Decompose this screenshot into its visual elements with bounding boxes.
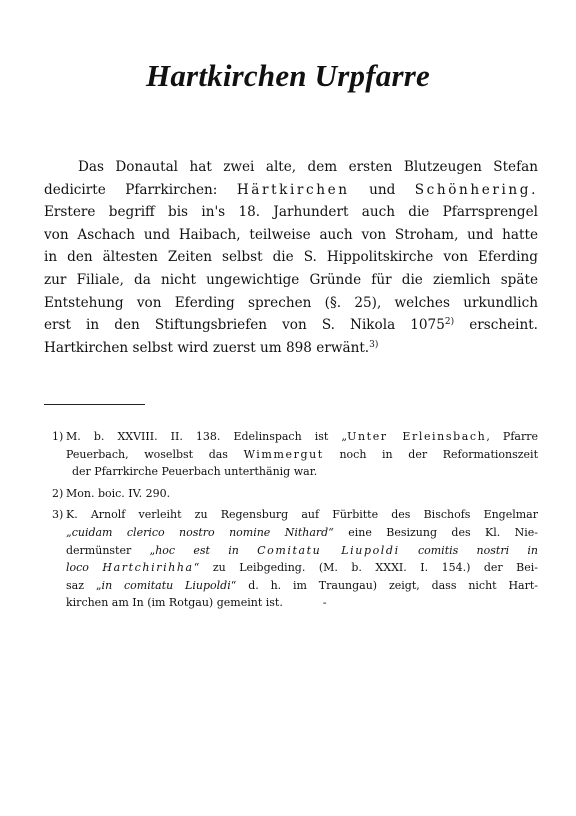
paragraph-line: erst in den Stiftungsbriefen von S. Nikola 1075$^{2)}$ erscheint. (44, 317, 539, 334)
footnote-line: saz „in comitatu Liupoldi“ d. h. im Traungau) zeigt, dass nicht Hart- (66, 578, 538, 592)
footnotes (44, 428, 538, 616)
footnote-ref[interactable]: 2) (444, 317, 455, 328)
footnote-2 (44, 485, 538, 503)
paragraph-line: Hartkirchen selbst wird zuerst um 898 erwänt.$^{3)}$ (44, 339, 379, 356)
footnote-line: Mon. boic. IV. 290. (66, 486, 171, 500)
trailing-dash: - (322, 596, 327, 610)
footnote-line: „cuidam clerico nostro nomine Nithard“ eine Besizung des Kl. Nie- (66, 525, 538, 539)
footnote-mark: 3) (52, 508, 64, 522)
paragraph-line: von Aschach und Haibach, teilweise auch von Stroham, und hatte (44, 226, 538, 243)
footnote-line: Peuerbach, woselbst das Wimmergut noch in der Reformationszeit (66, 447, 538, 461)
footnote-3 (44, 506, 538, 612)
footnote-divider (44, 404, 145, 405)
footnote-line: M. b. XXVIII. II. 138. Edelinspach ist „Unter Erleinsbach, Pfarre (66, 430, 538, 443)
footnote-1 (44, 428, 538, 481)
footnote-line: loco Hartchirihha“ zu Leibgeding. (M. b. XXXI. I. 154.) der Bei- (66, 561, 538, 575)
footnote-mark: 1) (52, 430, 64, 443)
spaced-place-name: Schönhering. (414, 181, 538, 198)
footnote-line: dermünster „hoc est in Comitatu Liupoldi comitis nostri in (66, 543, 538, 557)
footnote-line: K. Arnolf verleiht zu Regensburg auf Fürbitte des Bischofs Engelmar (66, 508, 538, 522)
spaced-place-name: Härtkirchen (236, 181, 350, 198)
paragraph-line: zur Filiale, da nicht ungewichtige Gründe für die ziemlich späte (44, 271, 538, 288)
paragraph-line: Das Donautal hat zwei alte, dem ersten Blutzeugen Stefan (78, 159, 538, 175)
paragraph-line: in den ältesten Zeiten selbst die S. Hippolitskirche von Eferding (44, 249, 538, 266)
footnote-ref[interactable]: 3) (369, 339, 379, 350)
footnote-mark: 2) (52, 486, 64, 500)
footnote-line: der Pfarrkirche Peuerbach unterthänig war. (72, 465, 318, 479)
page-title: Hartkirchen Urpfarre (146, 58, 430, 93)
paragraph-line: Entstehung von Eferding sprechen (§. 25), welches urkundlich (44, 294, 538, 311)
main-paragraph (44, 156, 538, 359)
paragraph-line: Erstere begriff bis in's 18. Jarhundert auch die Pfarrsprengel (44, 204, 538, 221)
footnote-line: kirchen am In (im Rotgau) gemeint ist. - (66, 596, 327, 610)
paragraph-line: dedicirte Pfarrkirchen: Härtkirchen und Schönhering. (44, 181, 538, 198)
